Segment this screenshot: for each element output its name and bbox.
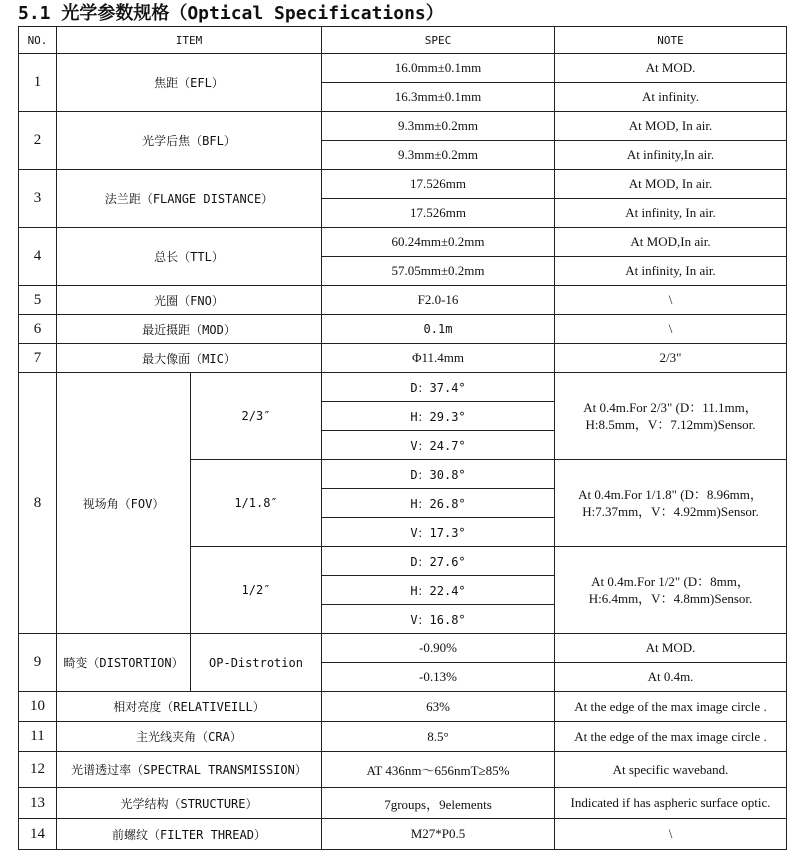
fov-note (555, 373, 787, 460)
table-header-row (19, 27, 787, 54)
row-number: 5 (19, 286, 57, 315)
item-label: 光学结构（STRUCTURE） (57, 788, 322, 819)
item-label: 最近摄距（MOD） (57, 315, 322, 344)
table-row (19, 54, 787, 83)
note-text: At MOD. (555, 54, 787, 83)
table-row (19, 634, 787, 663)
table-row (19, 286, 787, 315)
fov-horizontal: H：29.3° (322, 402, 555, 431)
spec-value: 16.0mm±0.1mm (322, 54, 555, 83)
page-title: 5.1 光学参数规格（Optical Specifications） (18, 3, 444, 24)
fov-vertical: V：16.8° (322, 605, 555, 634)
table-row (19, 722, 787, 752)
note-text: At MOD. (555, 634, 787, 663)
item-label: 法兰距（FLANGE DISTANCE） (57, 170, 322, 228)
table-row (19, 373, 787, 402)
table-row (19, 170, 787, 199)
spec-value: AT 436nm～656nmT≥85% (322, 752, 555, 788)
note-text: At MOD, In air. (555, 112, 787, 141)
row-number: 10 (19, 692, 57, 722)
spec-value: 0.1m (322, 315, 555, 344)
fov-note (555, 460, 787, 547)
spec-value: 8.5° (322, 722, 555, 752)
spec-value: 17.526mm (322, 170, 555, 199)
row-number: 11 (19, 722, 57, 752)
spec-value: 7groups，9elements (322, 788, 555, 819)
spec-value: 17.526mm (322, 199, 555, 228)
row-number: 6 (19, 315, 57, 344)
item-label: 总长（TTL） (57, 228, 322, 286)
item-label: 相对亮度（RELATIVEILL） (57, 692, 322, 722)
item-label: 主光线夹角（CRA） (57, 722, 322, 752)
fov-vertical: V：24.7° (322, 431, 555, 460)
item-label: 畸变（DISTORTION） (57, 634, 191, 692)
spec-value: F2.0-16 (322, 286, 555, 315)
header-spec: SPEC (322, 27, 555, 54)
sensor-size: 1/1.8″ (191, 460, 322, 547)
spec-value: 57.05mm±0.2mm (322, 257, 555, 286)
spec-value: Φ11.4mm (322, 344, 555, 373)
row-number: 4 (19, 228, 57, 286)
header-no: NO. (19, 27, 57, 54)
distortion-type: OP-Distrotion (191, 634, 322, 692)
note-text: At specific waveband. (555, 752, 787, 788)
table-row (19, 228, 787, 257)
note-text: At infinity,In air. (555, 141, 787, 170)
fov-note-line: H:7.37mm，V：4.92mm)Sensor. (582, 504, 759, 519)
note-text: At 0.4m. (555, 663, 787, 692)
item-label: 焦距（EFL） (57, 54, 322, 112)
spec-value: 9.3mm±0.2mm (322, 112, 555, 141)
row-number: 7 (19, 344, 57, 373)
table-row (19, 112, 787, 141)
table-row (19, 788, 787, 819)
item-label: 光学后焦（BFL） (57, 112, 322, 170)
item-label: 光圈（FNO） (57, 286, 322, 315)
table-row (19, 315, 787, 344)
sensor-size: 1/2″ (191, 547, 322, 634)
spec-value: -0.90% (322, 634, 555, 663)
note-text: Indicated if has aspheric surface optic. (555, 788, 787, 819)
row-number: 8 (19, 373, 57, 634)
row-number: 9 (19, 634, 57, 692)
fov-note (555, 547, 787, 634)
row-number: 3 (19, 170, 57, 228)
fov-diagonal: D：30.8° (322, 460, 555, 489)
row-number: 12 (19, 752, 57, 788)
row-number: 2 (19, 112, 57, 170)
fov-note-line: H:8.5mm，V：7.12mm)Sensor. (585, 417, 756, 432)
note-text: At infinity, In air. (555, 257, 787, 286)
table-row (19, 344, 787, 373)
optical-spec-table (18, 26, 787, 850)
note-text: At MOD,In air. (555, 228, 787, 257)
note-text: \ (555, 819, 787, 850)
note-text: \ (555, 315, 787, 344)
item-label: 最大像面（MIC） (57, 344, 322, 373)
note-text: At the edge of the max image circle . (555, 692, 787, 722)
header-item: ITEM (57, 27, 322, 54)
fov-note-line: H:6.4mm，V：4.8mm)Sensor. (588, 591, 753, 606)
table-row (19, 752, 787, 788)
note-text: At MOD, In air. (555, 170, 787, 199)
row-number: 14 (19, 819, 57, 850)
spec-value: -0.13% (322, 663, 555, 692)
fov-note-line: At 0.4m.For 2/3" (D：11.1mm， (583, 400, 758, 415)
item-label: 视场角（FOV） (57, 373, 191, 634)
item-label: 光谱透过率（SPECTRAL TRANSMISSION） (57, 752, 322, 788)
fov-horizontal: H：22.4° (322, 576, 555, 605)
note-text: At infinity, In air. (555, 199, 787, 228)
fov-horizontal: H：26.8° (322, 489, 555, 518)
table-row (19, 819, 787, 850)
note-text: At the edge of the max image circle . (555, 722, 787, 752)
spec-value: 16.3mm±0.1mm (322, 83, 555, 112)
table-row (19, 692, 787, 722)
fov-diagonal: D：27.6° (322, 547, 555, 576)
spec-value: M27*P0.5 (322, 819, 555, 850)
header-note: NOTE (555, 27, 787, 54)
row-number: 13 (19, 788, 57, 819)
note-text: At infinity. (555, 83, 787, 112)
sensor-size: 2/3″ (191, 373, 322, 460)
spec-value: 63% (322, 692, 555, 722)
fov-note-line: At 0.4m.For 1/1.8" (D：8.96mm， (578, 487, 763, 502)
spec-value: 60.24mm±0.2mm (322, 228, 555, 257)
item-label: 前螺纹（FILTER THREAD） (57, 819, 322, 850)
fov-diagonal: D：37.4° (322, 373, 555, 402)
spec-value: 9.3mm±0.2mm (322, 141, 555, 170)
note-text: 2/3" (555, 344, 787, 373)
fov-vertical: V：17.3° (322, 518, 555, 547)
fov-note-line: At 0.4m.For 1/2" (D：8mm， (591, 574, 750, 589)
row-number: 1 (19, 54, 57, 112)
note-text: \ (555, 286, 787, 315)
